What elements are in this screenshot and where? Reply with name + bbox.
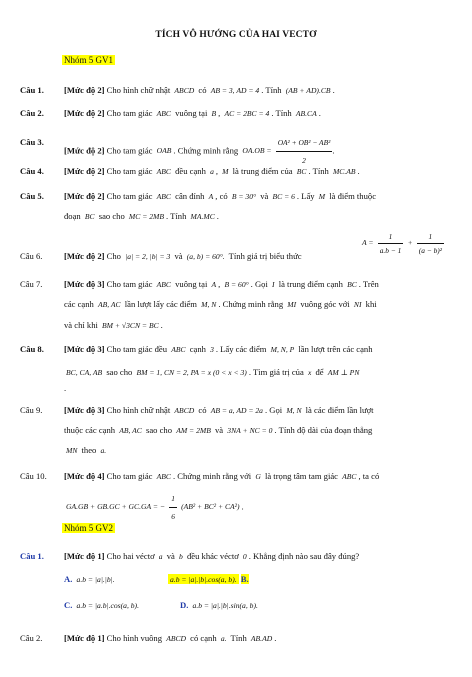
math: AB, AC [97,300,121,309]
level-tag: [Mức độ 4] [64,471,105,481]
option-expression: a.b = |a|.|b|.cos(a, b). [170,575,237,584]
math: M [222,167,229,176]
question-number: Câu 1. [20,85,44,95]
fraction-numerator: 1 [378,230,404,244]
text: lần lượt lấy các điểm [124,299,197,309]
option-b[interactable] [168,574,249,584]
math: (AB² + BC² + CA²) [181,502,240,512]
text: Cho hình vuông [106,633,163,643]
question-2 [20,105,460,122]
text: sao cho [106,367,133,377]
level-tag: [Mức độ 2] [64,145,105,156]
text: . Tính [271,108,292,118]
question-number: Câu 5. [20,191,44,201]
math: AB.AD [250,634,273,643]
fraction-denominator: a.b − 1 [379,246,402,255]
question-7 [20,276,460,293]
question-number: Câu 3. [20,137,44,147]
question-9-line-3 [20,442,460,459]
question-1 [20,82,460,99]
text: . Lấy [296,191,315,201]
text: , có [215,191,228,201]
question-9-line-2 [20,422,460,439]
math: I [272,280,275,289]
math: 3 [210,345,214,354]
text: là trọng tâm tam giác [264,471,338,481]
text: các cạnh [64,299,94,309]
level-tag: [Mức độ 2] [64,191,105,201]
text: Cho tam giác [106,471,153,481]
text: . Tính [308,166,329,176]
math: AC = 2BC = 4 [224,109,270,118]
text: . [274,633,277,643]
text: . Lấy các điểm [215,344,267,354]
text: . [318,108,321,118]
question-number: Câu 8. [20,344,44,354]
level-tag: [Mức độ 3] [64,344,105,354]
math: G [255,472,261,481]
text: và [166,551,175,561]
math: OAB [156,146,172,156]
text: . [357,166,360,176]
math: AM = 2MB [176,426,211,435]
text: để [315,367,324,377]
math: MC = 2MB [128,212,164,221]
math: a. [100,446,107,455]
text: . Chứng minh rằng [218,299,284,309]
math: BC, CA, AB [66,368,103,377]
text: . [64,383,67,393]
question-5 [20,188,460,205]
math: M, N, P [270,345,295,354]
fraction-numerator: 1 [169,490,177,508]
text: . Gọi [250,279,268,289]
question-number: Câu 10. [20,471,47,481]
option-label: A. [64,574,73,584]
group-label-gv2: Nhóm 5 GV2 [64,523,113,533]
text: Cho tam giác [106,279,153,289]
text: vuông tại [175,108,208,118]
math: ABC [156,167,171,176]
math: |a| = 2, |b| = 3 [125,252,171,261]
option-d[interactable] [180,600,260,610]
text: Cho tam giác [106,191,153,201]
question-number: Câu 7. [20,279,43,289]
option-c[interactable] [64,600,141,610]
question-gv2-2 [20,630,460,647]
text: . Chứng minh rằng với [172,471,252,481]
text: Tính [230,633,247,643]
math: a [210,167,214,176]
text: và [215,425,224,435]
text: và [174,251,183,261]
option-label: C. [64,600,73,610]
text: thuộc các cạnh [64,425,116,435]
math: M, N [286,406,302,415]
math: B = 60° [224,280,249,289]
text: vuông tại [175,279,208,289]
math: ABC [156,280,171,289]
text: sao cho [146,425,173,435]
math: BC [296,167,307,176]
level-tag: [Mức độ 3] [64,279,105,289]
math: ABCD [174,86,195,95]
question-8-line-3 [20,380,460,397]
question-10-line-2 [20,490,460,525]
text: Cho hai véctơ [106,551,155,561]
text: Cho tam giác đều [106,344,168,354]
math: AB = a, AD = 2a [210,406,263,415]
text: , [215,166,219,176]
text: . [216,211,219,221]
text: . Tính [166,211,187,221]
text: . Trên [358,279,379,289]
question-8-line-2 [20,364,460,381]
math: 0 [242,552,247,561]
math: ABC [156,192,171,201]
math: M, N [201,300,217,309]
math: ABC [171,345,186,354]
math: BM + √3CN = BC [102,321,159,330]
text: có [198,405,207,415]
math: 3NA + NC = 0 [227,426,273,435]
option-expression: a.b = |a.b|.cos(a, b). [76,601,139,610]
math: MC.AB [332,167,356,176]
text: lần lượt trên các cạnh [298,344,373,354]
text: . Khẳng định nào sau đây đúng? [248,551,360,561]
fraction-numerator: OA² + OB² − AB² [276,134,333,152]
text: cạnh [189,344,206,354]
text: , [218,279,221,289]
text: Cho hình chữ nhật [106,85,171,95]
fraction-denominator: (a − b)² [418,246,442,255]
text: là trung điểm của [232,166,293,176]
question-number: Câu 2. [20,108,44,118]
text: , ta có [358,471,380,481]
text: Tính giá trị biểu thức [228,251,302,261]
text: . [160,320,163,330]
level-tag: [Mức độ 2] [64,108,105,118]
level-tag: [Mức độ 1] [64,551,105,561]
math: AB, AC [119,426,142,435]
math: ABC [156,109,171,118]
text: . [332,145,335,156]
math: MI [287,300,297,309]
question-8 [20,341,460,358]
text: và [260,191,269,201]
fraction [169,490,177,525]
math: A [208,192,214,201]
math: BC [347,280,357,289]
math: MA.MC [190,212,215,221]
math: A [211,280,217,289]
math: b [179,552,183,561]
question-number: Câu 4. [20,166,44,176]
question-number: Câu 1. [20,551,44,561]
text: Cho [106,251,121,261]
text: . [332,85,335,95]
math: BC = 6 [272,192,295,201]
math: BM = 1, CN = 2, PA = x (0 < x < 3) [136,368,247,377]
option-label: D. [180,600,189,610]
question-5-line-2 [20,208,460,225]
text: đoạn [64,211,81,221]
text: khi [365,299,377,309]
option-a[interactable] [64,574,117,584]
text: và chỉ khi [64,320,98,330]
text: là các điểm lần lượt [305,405,374,415]
text: là điểm thuộc [329,191,377,201]
option-expression: a.b = |a|.|b|.sin(a, b). [192,601,258,610]
text: Cho hình chữ nhật [106,405,171,415]
question-number: Câu 6. [20,251,43,261]
math: x [307,368,312,377]
math: (AB + AD).CB [285,86,331,95]
text: Cho tam giác [106,108,153,118]
question-4 [20,163,460,180]
text: . Tính độ dài của đoạn thẳng [274,425,373,435]
fraction [378,230,404,257]
math: GA.GB + GB.GC + GC.GA = − [66,502,166,512]
fraction [417,230,444,257]
text: . [241,501,244,512]
fraction-numerator: 1 [417,230,444,244]
math: B = 30° [231,192,257,201]
math: AB = 3, AD = 4 [210,86,260,95]
level-tag: [Mức độ 2] [64,166,105,176]
text: Cho tam giác [106,166,153,176]
math: a [158,552,163,561]
question-number: Câu 9. [20,405,43,415]
math: NI [353,300,362,309]
text: sao cho [98,211,125,221]
fraction-denominator: 6 [171,512,175,521]
math: AM ⊥ PN [327,368,360,377]
math: B [211,109,217,118]
text: có cạnh [190,633,217,643]
text: đều cạnh [175,166,206,176]
math: ABC [156,472,171,481]
question-6-expression [360,230,470,257]
level-tag: [Mức độ 3] [64,405,105,415]
option-expression: a.b = |a|.|b|. [76,575,115,584]
text: là trung điểm cạnh [278,279,343,289]
text: có [198,85,207,95]
math: ABCD [166,634,187,643]
fraction-denominator: 2 [302,156,306,165]
text: theo [81,445,97,455]
math: a. [220,634,227,643]
math: M [318,192,326,201]
text: đều khác véctơ [186,551,239,561]
question-9 [20,402,460,419]
math: ABC [342,472,357,481]
math: BC [84,212,95,221]
text: . Tìm giá trị của [248,367,304,377]
level-tag: [Mức độ 2] [64,251,105,261]
question-7-line-2 [20,296,460,313]
math: + [407,238,413,248]
question-number: Câu 2. [20,633,43,643]
option-label: B. [240,574,249,584]
text: . Gọi [264,405,283,415]
math: (a, b) = 60°. [186,252,225,261]
text: , [218,108,221,118]
question-gv2-1 [20,548,460,565]
math: ABCD [174,406,195,415]
question-7-line-3 [20,317,460,334]
page-title: TÍCH VÔ HƯỚNG CỦA HAI VECTƠ [155,30,317,40]
level-tag: [Mức độ 1] [64,633,105,643]
question-10 [20,468,460,485]
text: cân đỉnh [175,191,205,201]
math: AB.CA [295,109,317,118]
text: . Chứng minh rằng [173,145,239,156]
math: A = [362,238,374,248]
text: vuông góc với [300,299,350,309]
level-tag: [Mức độ 2] [64,85,105,95]
text: . Tính [261,85,282,95]
math: OA.OB = [242,146,272,156]
text: Cho tam giác [106,145,153,156]
group-label-gv1: Nhóm 5 GV1 [64,55,113,65]
math: MN [66,446,78,455]
